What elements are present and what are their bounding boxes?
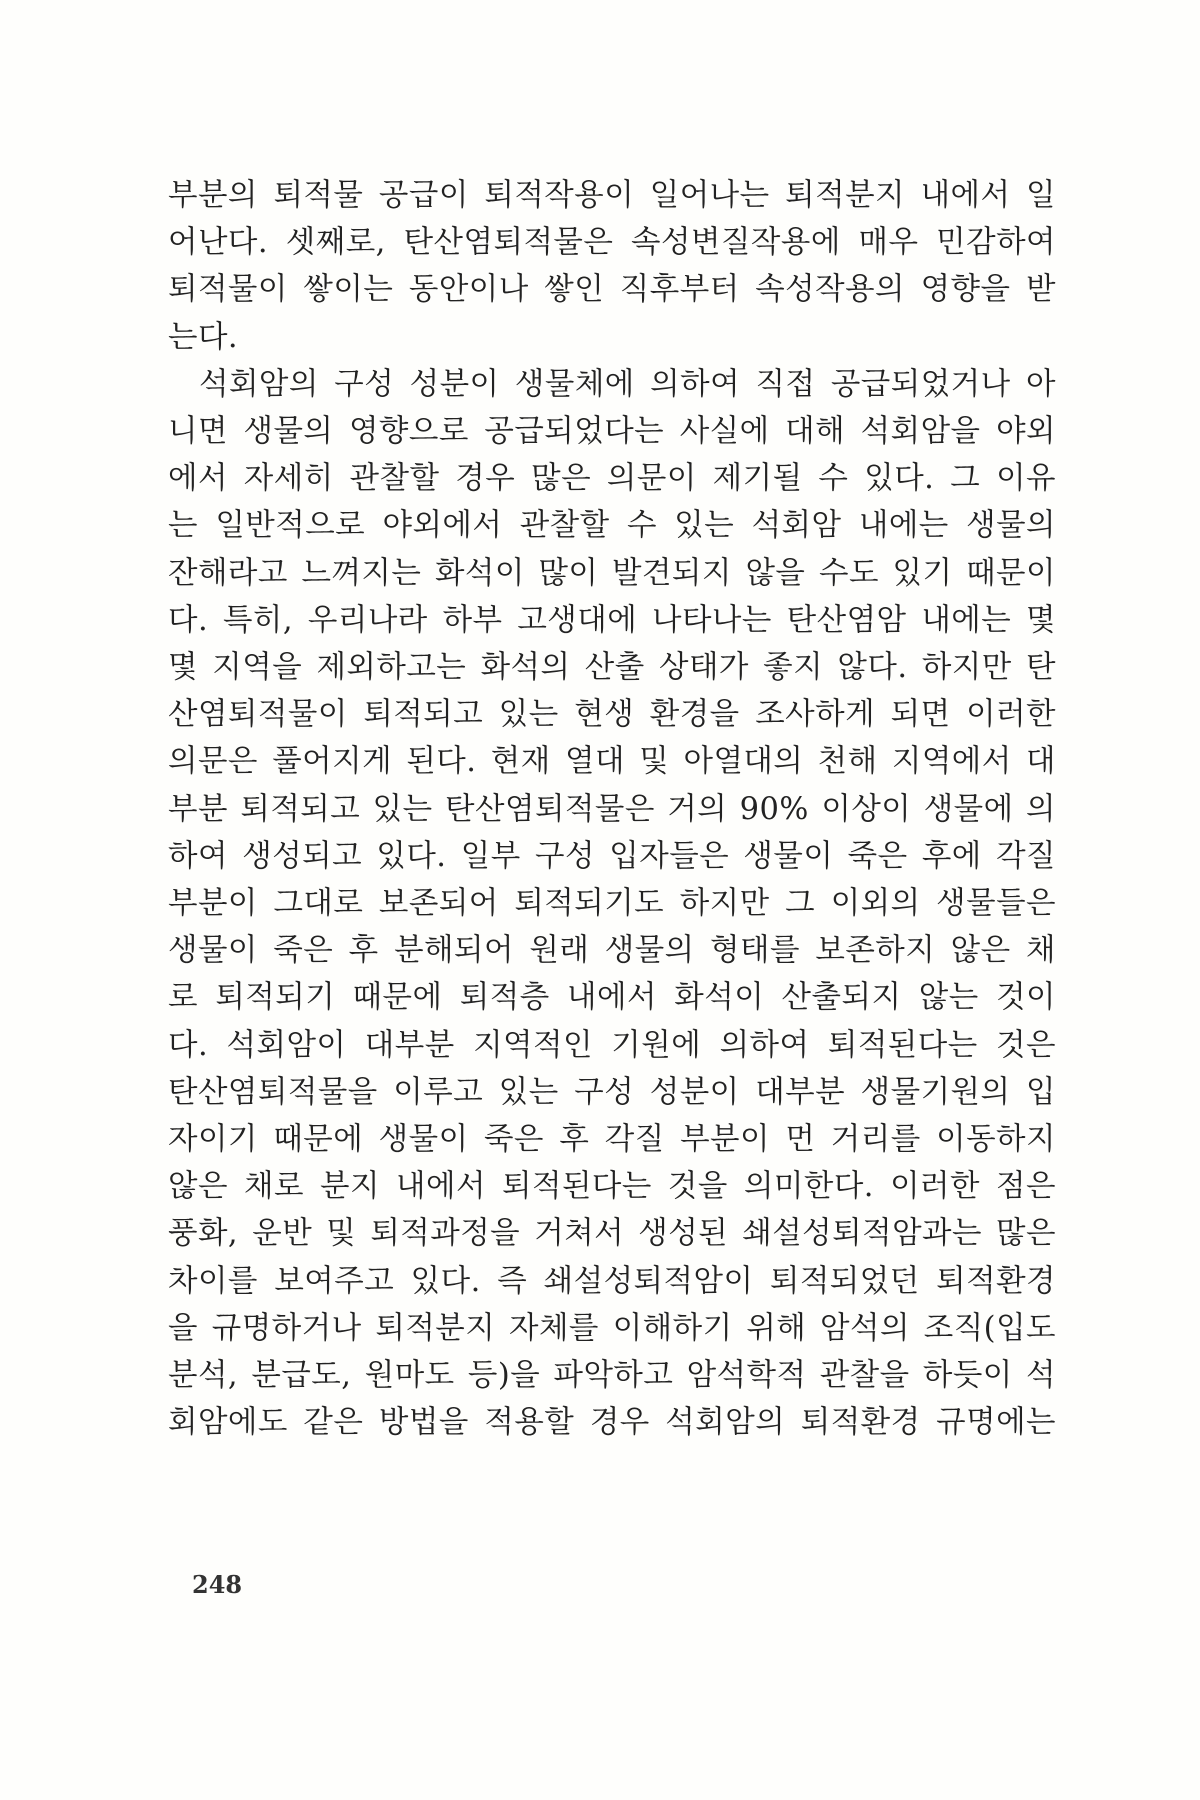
text-line: 몇 지역을 제외하고는 화석의 산출 상태가 좋지 않다. 하지만 탄: [168, 650, 1056, 686]
text-line: 차이를 보여주고 있다. 즉 쇄설성퇴적암이 퇴적되었던 퇴적환경: [168, 1263, 1056, 1299]
text-line: 자이기 때문에 생물이 죽은 후 각질 부분이 먼 거리를 이동하지: [168, 1122, 1056, 1158]
text-line: 로 퇴적되기 때문에 퇴적층 내에서 화석이 산출되지 않는 것이: [168, 980, 1056, 1016]
text-line: 다. 석회암이 대부분 지역적인 기원에 의하여 퇴적된다는 것은: [168, 1027, 1056, 1063]
text-line: 에서 자세히 관찰할 경우 많은 의문이 제기될 수 있다. 그 이유: [168, 461, 1056, 497]
text-line: 분석, 분급도, 원마도 등)을 파악하고 암석학적 관찰을 하듯이 석: [168, 1358, 1056, 1394]
text-line: 풍화, 운반 및 퇴적과정을 거쳐서 생성된 쇄설성퇴적암과는 많은: [168, 1216, 1056, 1252]
text-line: 어난다. 셋째로, 탄산염퇴적물은 속성변질작용에 매우 민감하여: [168, 225, 1056, 261]
text-line: 퇴적물이 쌓이는 동안이나 쌓인 직후부터 속성작용의 영향을 받: [168, 272, 1056, 308]
text-line: 하여 생성되고 있다. 일부 구성 입자들은 생물이 죽은 후에 각질: [168, 838, 1056, 874]
text-line: 석회암의 구성 성분이 생물체에 의하여 직접 공급되었거나 아: [199, 366, 1056, 402]
text-line: 잔해라고 느껴지는 화석이 많이 발견되지 않을 수도 있기 때문이: [168, 555, 1056, 591]
text-line: 의문은 풀어지게 된다. 현재 열대 및 아열대의 천해 지역에서 대: [168, 744, 1056, 780]
text-line: 부분이 그대로 보존되어 퇴적되기도 하지만 그 이외의 생물들은: [168, 886, 1056, 922]
text-line: 회암에도 같은 방법을 적용할 경우 석회암의 퇴적환경 규명에는: [168, 1405, 1056, 1441]
text-line: 는 일반적으로 야외에서 관찰할 수 있는 석회암 내에는 생물의: [168, 508, 1056, 544]
text-line: 을 규명하거나 퇴적분지 자체를 이해하기 위해 암석의 조직(입도: [168, 1310, 1056, 1346]
text-line: 생물이 죽은 후 분해되어 원래 생물의 형태를 보존하지 않은 채: [168, 933, 1056, 969]
text-line: 산염퇴적물이 퇴적되고 있는 현생 환경을 조사하게 되면 이러한: [168, 697, 1056, 733]
page-number: 248: [192, 1570, 243, 1599]
text-line: 부분 퇴적되고 있는 탄산염퇴적물은 거의 90% 이상이 생물에 의: [168, 791, 1056, 827]
text-line: 니면 생물의 영향으로 공급되었다는 사실에 대해 석회암을 야외: [168, 414, 1056, 450]
text-line: 않은 채로 분지 내에서 퇴적된다는 것을 의미한다. 이러한 점은: [168, 1169, 1056, 1205]
text-line: 는다.: [168, 319, 239, 355]
text-line: 다. 특히, 우리나라 하부 고생대에 나타나는 탄산염암 내에는 몇: [168, 602, 1056, 638]
body-text: [168, 172, 1056, 1446]
text-line: 부분의 퇴적물 공급이 퇴적작용이 일어나는 퇴적분지 내에서 일: [168, 178, 1056, 213]
text-line: 탄산염퇴적물을 이루고 있는 구성 성분이 대부분 생물기원의 입: [168, 1074, 1056, 1110]
